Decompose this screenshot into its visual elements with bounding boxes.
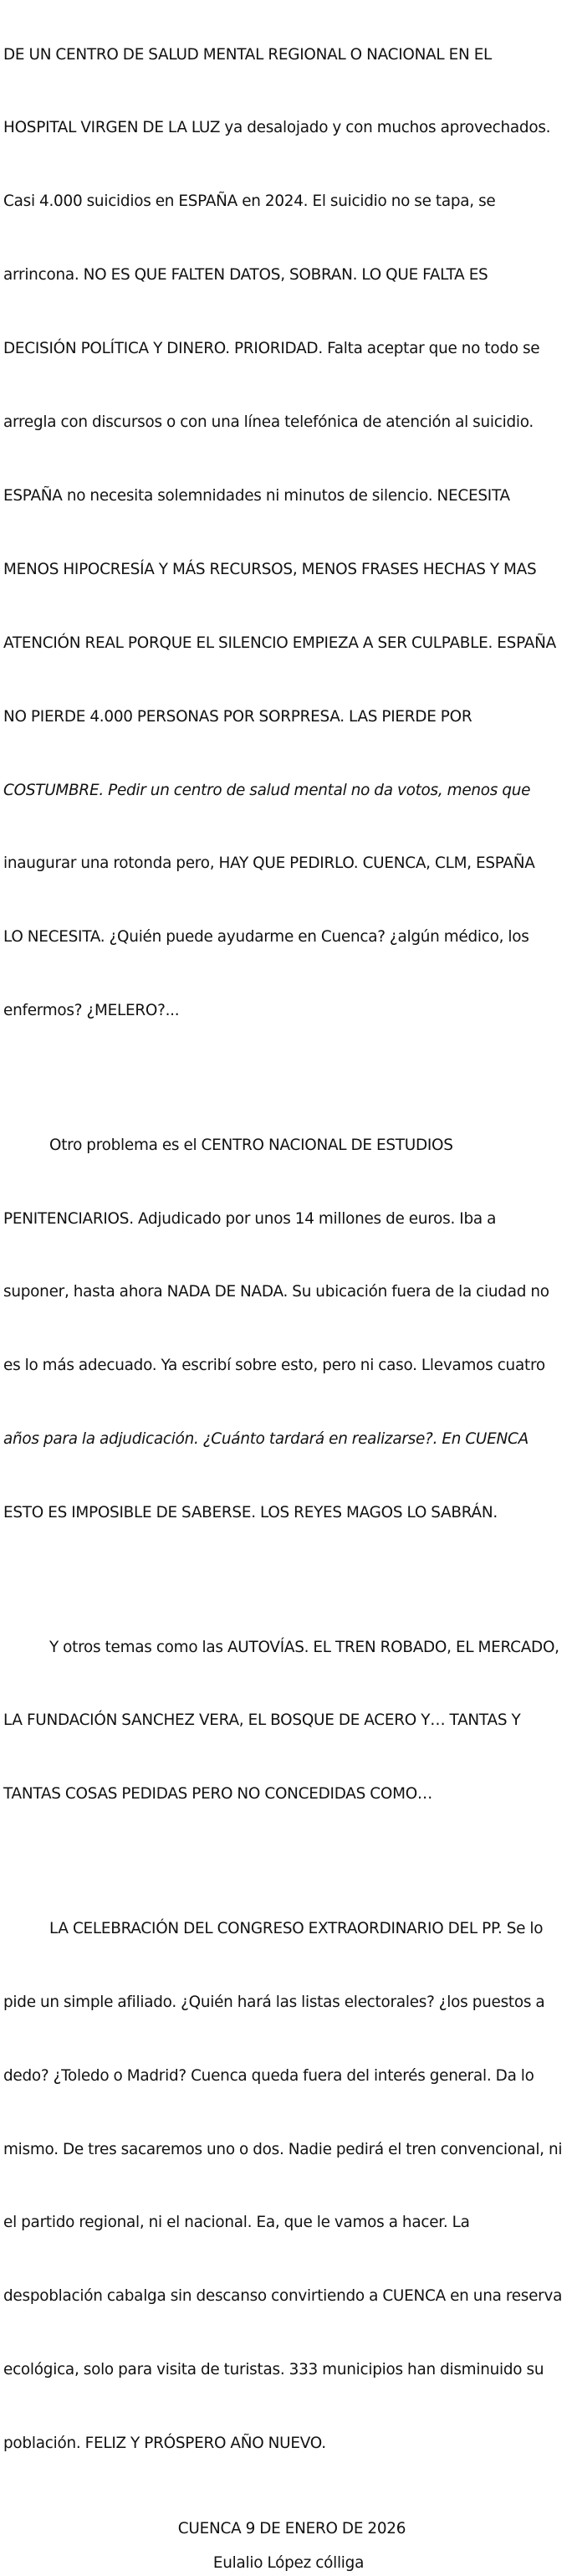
text-line: inaugurar una rotonda pero, HAY QUE PEDIRLO. CUENCA, CLM, ESPAÑA xyxy=(3,854,535,873)
text-line: despoblación cabalga sin descanso convirtiendo a CUENCA en una reserva xyxy=(3,2287,563,2306)
text-line: el partido regional, ni el nacional. Ea, que le vamos a hacer. La xyxy=(3,2214,470,2232)
author-name: Eulalio López cólliga xyxy=(212,2554,365,2573)
text-line: ATENCIÓN REAL PORQUE EL SILENCIO EMPIEZA A SER CULPABLE. ESPAÑA xyxy=(3,634,556,652)
text-line: DECISIÓN POLÍTICA Y DINERO. PRIORIDAD. Falta aceptar que no todo se xyxy=(3,340,540,358)
text-line: ecológica, solo para visita de turistas. 333 municipios han disminuido su xyxy=(3,2361,544,2379)
text-line: mismo. De tres sacaremos uno o dos. Nadie pedirá el tren convencional, ni xyxy=(3,2140,563,2158)
paragraph-party-congress xyxy=(3,1867,569,2505)
paragraph-other-topics xyxy=(3,1586,569,1855)
paragraph-spacer xyxy=(3,1855,569,1867)
text-line: NO PIERDE 4.000 PERSONAS POR SORPRESA. LAS PIERDE POR xyxy=(3,707,472,726)
text-line: MENOS HIPOCRESÍA Y MÁS RECURSOS, MENOS FRASES HECHAS Y MAS xyxy=(3,560,537,578)
text-line: HOSPITAL VIRGEN DE LA LUZ ya desalojado y con muchos aprovechados. xyxy=(3,119,551,137)
text-line: enfermos? ¿MELERO?... xyxy=(3,1002,180,1020)
text-line: LO NECESITA. ¿Quién puede ayudarme en Cuenca? ¿algún médico, los xyxy=(3,928,529,947)
text-line: ESTO ES IMPOSIBLE DE SABERSE. LOS REYES MAGOS LO SABRÁN. xyxy=(3,1504,498,1522)
text-line: suponer, hasta ahora NADA DE NADA. Su ubicación fuera de la ciudad no xyxy=(3,1283,549,1301)
text-line: dedo? ¿Toledo o Madrid? Cuenca queda fuera del interés general. Da lo xyxy=(3,2066,534,2085)
text-line: PENITENCIARIOS. Adjudicado por unos 14 millones de euros. Iba a xyxy=(3,1209,497,1228)
paragraph-mental-health-center xyxy=(3,0,569,1072)
text-line: pide un simple afiliado. ¿Quién hará las listas electorales? ¿los puestos a xyxy=(3,1993,545,2011)
text-line: DE UN CENTRO DE SALUD MENTAL REGIONAL O NACIONAL EN EL xyxy=(3,45,493,64)
text-line: LA CELEBRACIÓN DEL CONGRESO EXTRAORDINARIO DEL PP. Se lo xyxy=(49,1919,544,1937)
text-line: Y otros temas como las AUTOVÍAS. EL TREN ROBADO, EL MERCADO, xyxy=(49,1638,559,1656)
paragraph-penitentiary-center xyxy=(3,1084,569,1574)
paragraph-spacer xyxy=(3,1072,569,1084)
text-line: TANTAS COSAS PEDIDAS PERO NO CONCEDIDAS COMO… xyxy=(3,1785,433,1804)
text-line: arrincona. NO ES QUE FALTEN DATOS, SOBRAN. LO QUE FALTA ES xyxy=(3,266,488,285)
text-line: arregla con discursos o con una línea telefónica de atención al suicidio. xyxy=(3,413,534,432)
text-line: COSTUMBRE. Pedir un centro de salud mental no da votos, menos que xyxy=(3,781,531,799)
text-line: es lo más adecuado. Ya escribí sobre esto, pero ni caso. Llevamos cuatro xyxy=(3,1357,545,1375)
text-line: población. FELIZ Y PRÓSPERO AÑO NUEVO. xyxy=(3,2435,326,2453)
document-page xyxy=(3,0,569,2576)
text-line: Casi 4.000 suicidios en ESPAÑA en 2024. El suicidio no se tapa, se xyxy=(3,192,496,211)
paragraph-spacer xyxy=(3,1574,569,1586)
text-line: Otro problema es el CENTRO NACIONAL DE ESTUDIOS xyxy=(49,1136,453,1154)
text-line: LA FUNDACIÓN SANCHEZ VERA, EL BOSQUE DE ACERO Y… TANTAS Y xyxy=(3,1711,521,1730)
text-line: años para la adjudicación. ¿Cuánto tardará en realizarse?. En CUENCA xyxy=(3,1430,529,1449)
signature-date: CUENCA 9 DE ENERO DE 2026 xyxy=(177,2519,406,2538)
text-line: ESPAÑA no necesita solemnidades ni minutos de silencio. NECESITA xyxy=(3,486,510,505)
